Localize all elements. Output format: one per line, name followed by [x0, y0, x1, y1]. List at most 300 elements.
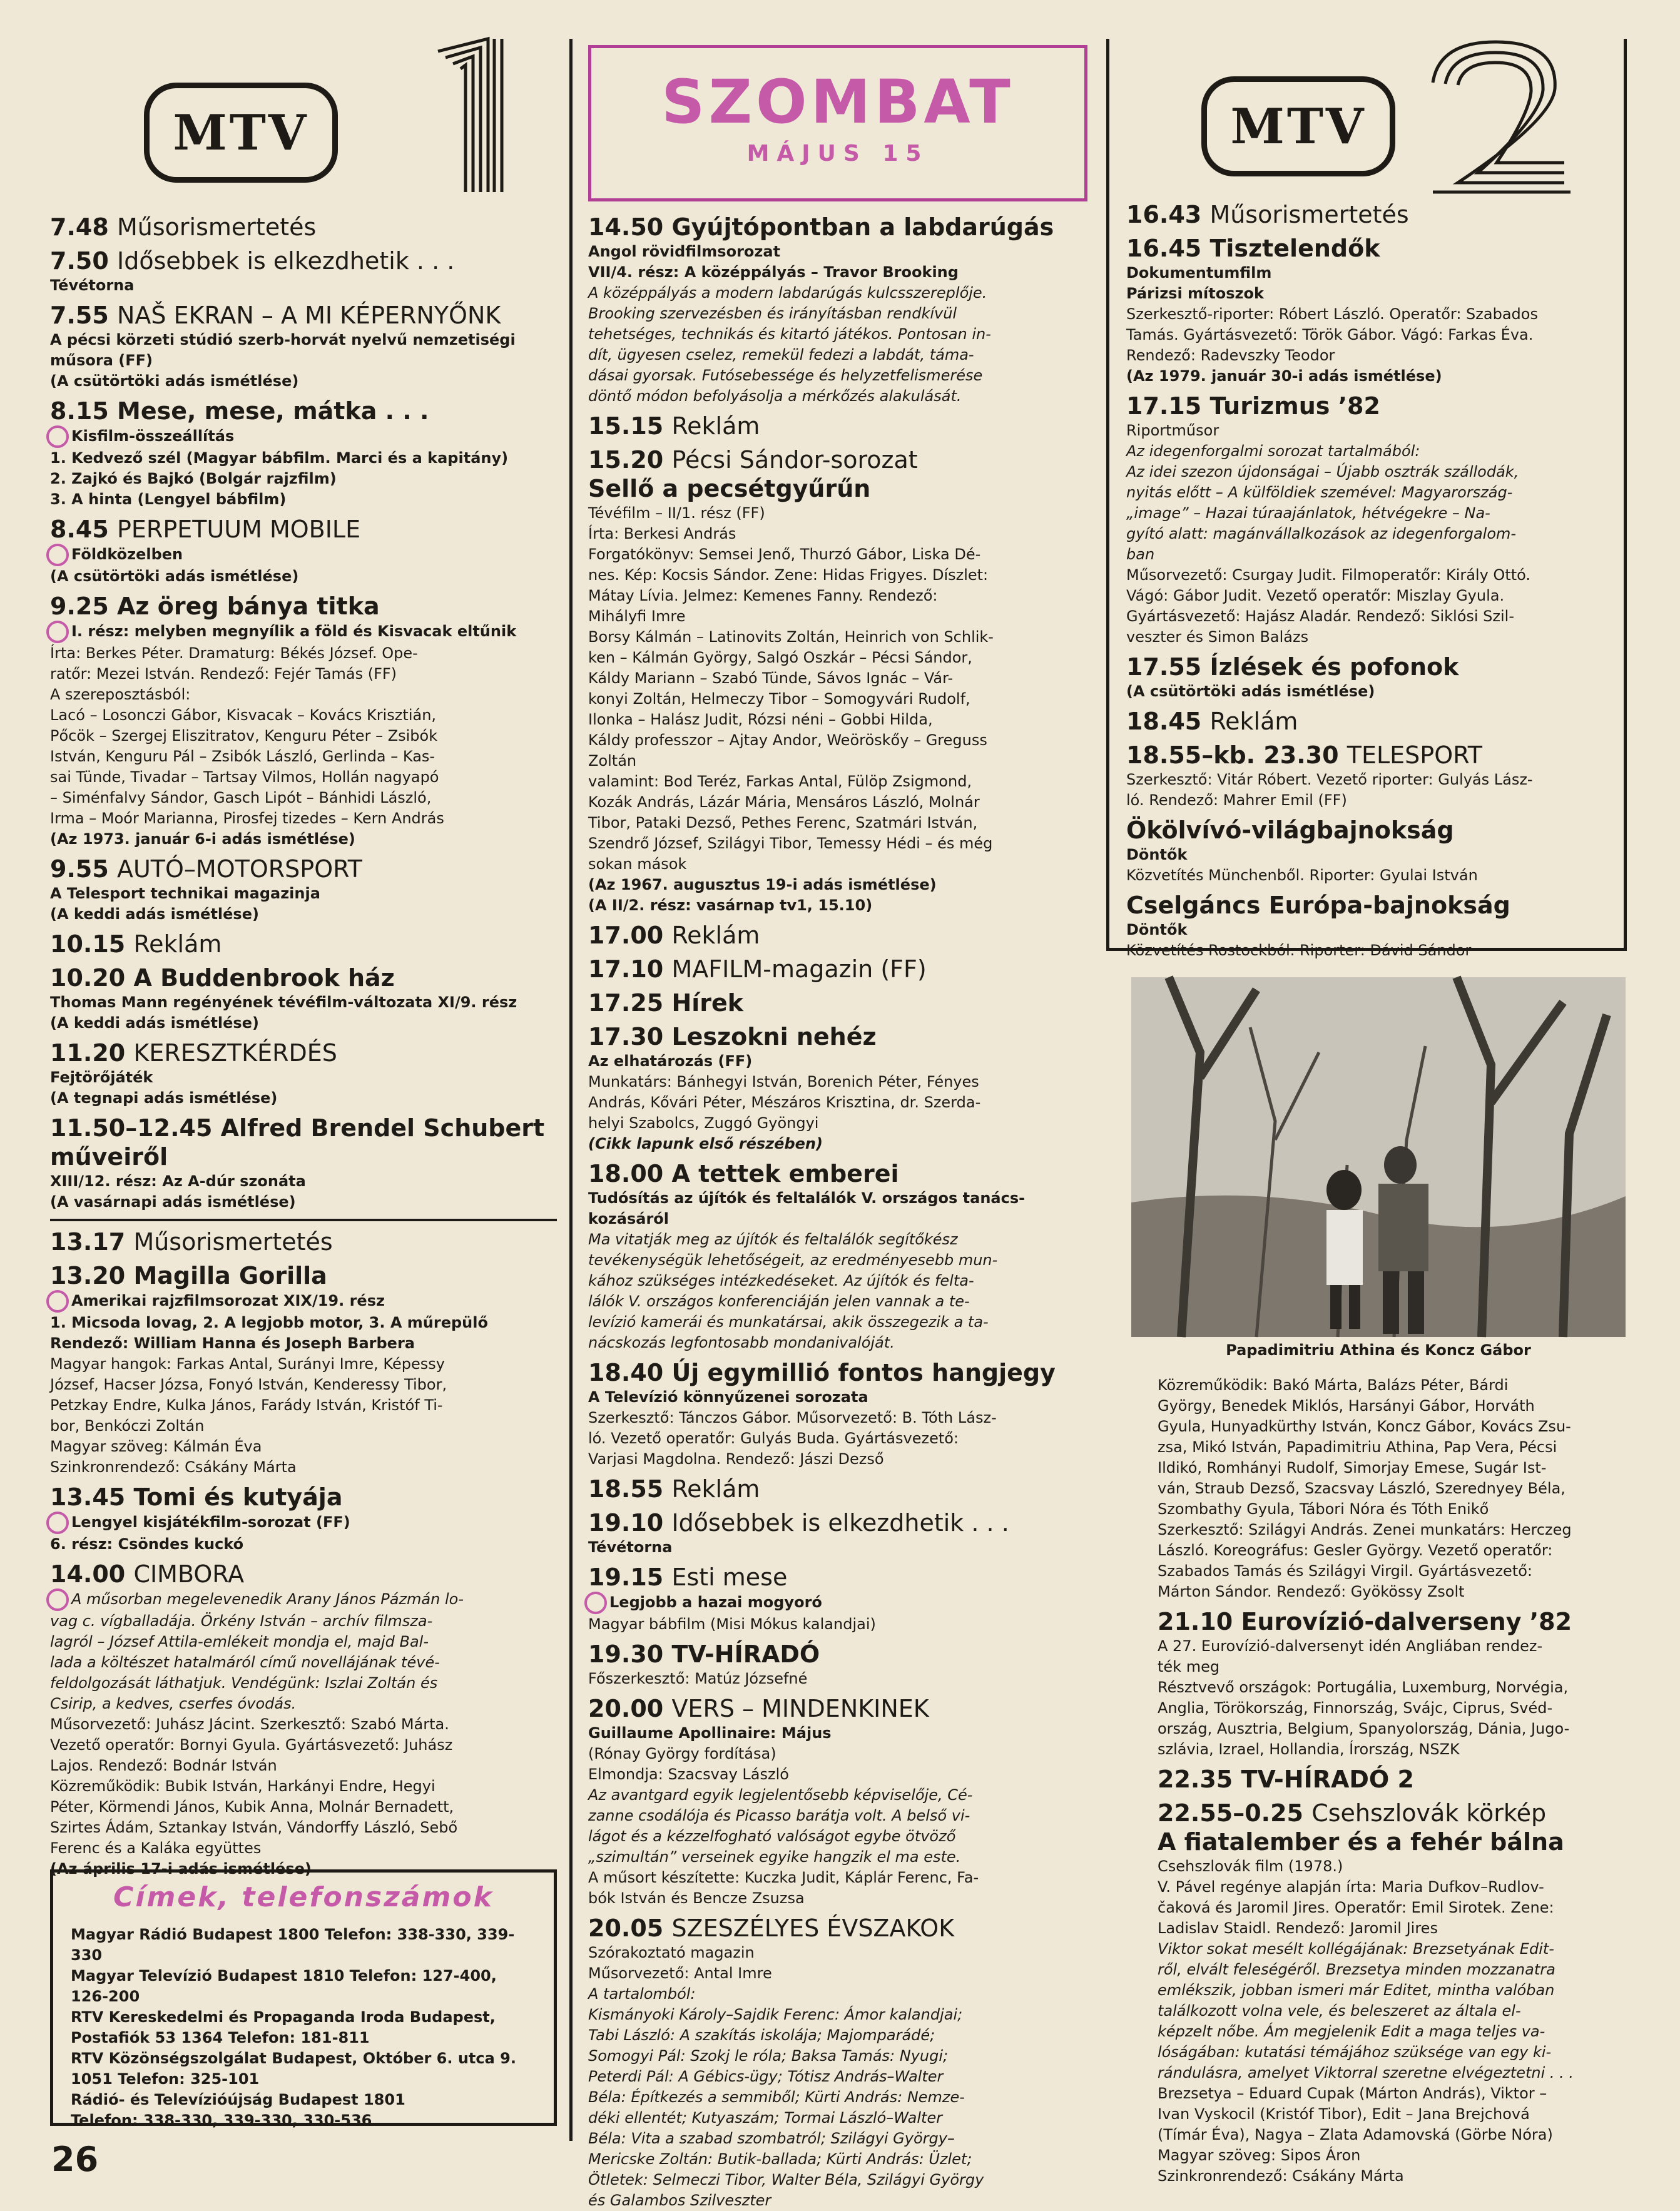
programme-entry: [50, 1261, 557, 1478]
detail-text: Párizsi mítoszok: [1126, 285, 1264, 302]
programme-detail-line: [50, 371, 557, 392]
detail-text: Kozák András, Lázár Mária, Mensáros László, Molnár: [588, 793, 980, 811]
detail-text: Szinkronrendező: Csákány Márta: [50, 1458, 297, 1476]
programme-title: [588, 412, 1095, 440]
programme-detail-line: [588, 586, 1095, 606]
detail-text: Vezető operatőr: Bornyi Gyula. Gyártásvezető: Juhász: [50, 1736, 453, 1754]
detail-text: Mátay Lívia. Jelmez: Kemenes Fanny. Rendező:: [588, 587, 938, 604]
programme-detail-line: [1126, 544, 1633, 565]
detail-text: A Televízió könnyűzenei sorozata: [588, 1388, 868, 1406]
column-mtv1: [50, 39, 557, 1879]
programme-name: A tettek emberei: [671, 1160, 899, 1187]
detail-text: Irma – Moór Marianna, Pirosfej tizedes – Kern András: [50, 810, 444, 827]
day-name: SZOMBAT: [661, 67, 1014, 137]
programme-entry: [1126, 234, 1633, 387]
programme-detail-line: [1158, 1478, 1627, 1499]
detail-text: Mericske Zoltán: Butik-ballada; Kürti András: Üzlet;: [588, 2150, 972, 2168]
programme-detail-line: [588, 1092, 1095, 1113]
channel-2-numeral: [1420, 39, 1577, 195]
programme-time: 8.15: [50, 397, 109, 425]
programme-name: TELESPORT: [1347, 741, 1482, 769]
programme-entry: [1126, 653, 1633, 702]
programme-detail-line: [588, 1806, 1095, 1826]
color-broadcast-marker-icon: [46, 621, 69, 643]
programme-entry: [588, 1563, 1095, 1635]
programme-name: Csehszlovák körkép: [1311, 1799, 1547, 1827]
programme-entry: [50, 213, 557, 241]
programme-entry: [50, 963, 557, 1034]
programme-detail-line: [1126, 263, 1633, 283]
detail-text: Műsorvezető: Antal Imre: [588, 1964, 772, 1982]
programme-entry: [50, 1227, 557, 1256]
programme-name: SZESZÉLYES ÉVSZAKOK: [671, 1914, 955, 1942]
programme-name: TV-HÍRADÓ: [671, 1640, 820, 1668]
programme-detail-line: [50, 1333, 557, 1354]
detail-text: Lengyel kisjátékfilm-sorozat (FF): [71, 1513, 350, 1531]
programme-time: 20.00: [588, 1695, 664, 1722]
programme-detail-line: [50, 1673, 557, 1694]
programme-detail-line: [50, 992, 557, 1013]
detail-text: Döntők: [1126, 846, 1188, 863]
detail-text: I. rész: melyben megnyílik a föld és Kisvacak eltűnik: [71, 623, 517, 640]
programme-detail-line: [50, 643, 557, 664]
detail-text: nácskozás legfontosabb mondanivalóját.: [588, 1334, 895, 1351]
detail-text: levízió kamerái és munkatársai, akik összegezik a ta-: [588, 1313, 989, 1331]
programme-detail-line: [1158, 2042, 1627, 2063]
programme-time: 19.10: [588, 1509, 664, 1537]
detail-text: Az avantgard egyik legjelentősebb képviselője, Cé-: [588, 1786, 973, 1804]
programme-detail-line: [1158, 2145, 1627, 2166]
programme-detail-line: [1126, 325, 1633, 345]
detail-text: emlékszik, jobban ismeri már Editet, mintha valóban: [1158, 1981, 1555, 1999]
column-mtv2: [1126, 39, 1633, 961]
programme-time: 21.10: [1158, 1608, 1233, 1635]
color-broadcast-marker-icon: [46, 544, 69, 566]
programme-title: [588, 1022, 1095, 1051]
sport-event-title: Ökölvívó-világbajnokság: [1126, 816, 1454, 844]
detail-text: Káldy professzor – Ajtay Andor, Weöröskőy – Greguss: [588, 731, 987, 749]
mtv1-programme-list: [50, 213, 557, 1879]
programme-name: Leszokni nehéz: [671, 1023, 877, 1050]
programme-detail-line: [588, 1723, 1095, 1744]
programme-time: 17.15: [1126, 392, 1202, 420]
programme-time: 17.10: [588, 955, 664, 983]
programme-detail-line: [588, 1333, 1095, 1353]
programme-detail-line: [50, 726, 557, 746]
programme-detail-line: [588, 668, 1095, 689]
detail-text: Írta: Berkes Péter. Dramaturg: Békés József. Ope-: [50, 644, 418, 662]
programme-detail-line: [50, 566, 557, 587]
programme-detail-line: [588, 1764, 1095, 1785]
detail-text: kához szükséges intézkedéseket. Az újítók és felta-: [588, 1272, 974, 1289]
programme-detail-line: [50, 1171, 557, 1192]
programme-time: 10.20: [50, 964, 126, 992]
contact-line: Magyar Rádió Budapest 1800 Telefon: 338-330, 339-330: [71, 1926, 515, 1964]
programme-name: NAŠ EKRAN – A MI KÉPERNYŐNK: [117, 302, 501, 329]
programme-name: CIMBORA: [133, 1560, 245, 1588]
detail-text: helyi Szabolcs, Zuggó Gyöngyi: [588, 1114, 819, 1132]
programme-detail-line: [588, 1312, 1095, 1333]
detail-text: Gyula, Hunyadkürthy István, Koncz Gábor, Kovács Zsu-: [1158, 1418, 1571, 1435]
programme-detail-line: [588, 1051, 1095, 1072]
detail-text: Közvetítés Münchenből. Riporter: Gyulai István: [1126, 867, 1478, 884]
programme-name: Esti mese: [671, 1563, 788, 1591]
detail-text: Az idei szezon újdonságai – Újabb osztrák szállodák,: [1126, 463, 1519, 480]
detail-text: műsora (FF): [50, 352, 153, 369]
detail-text: József, Hacser Józsa, Fonyó István, Kenderessy Tibor,: [50, 1376, 447, 1393]
programme-detail-line: [1158, 1396, 1627, 1416]
programme-time: 11.50–12.45: [50, 1114, 213, 1142]
date-text: MÁJUS 15: [746, 141, 929, 166]
programme-detail-line: [1158, 1980, 1627, 2001]
programme-detail-line: [50, 621, 557, 643]
programme-title: [1126, 392, 1633, 420]
detail-text: Résztvevő országok: Portugália, Luxemburg, Norvégia,: [1158, 1679, 1569, 1696]
programme-name: KERESZTKÉRDÉS: [133, 1039, 337, 1067]
programme-detail-line: [50, 469, 557, 489]
detail-text: 1. Micsoda lovag, 2. A legjobb motor, 3. A műrepülő: [50, 1314, 488, 1331]
programme-time: 11.20: [50, 1039, 126, 1067]
programme-detail-line: [1158, 1877, 1627, 1898]
programme-detail-line: [588, 854, 1095, 875]
programme-detail-line: [50, 1776, 557, 1797]
programme-title: [50, 1560, 557, 1588]
programme-time: 17.25: [588, 989, 664, 1017]
programme-entry: [588, 1358, 1095, 1470]
programme-detail-line: [588, 1868, 1095, 1888]
detail-text: ratőr: Mezei István. Rendező: Fejér Tamás (FF): [50, 665, 397, 683]
detail-text: (A tegnapi adás ismétlése): [50, 1089, 278, 1107]
detail-text: Szórakoztató magazin: [588, 1944, 755, 1961]
programme-detail-line: [1126, 441, 1633, 462]
detail-text: Szombathy Gyula, Tábori Nóra és Tóth Enikő: [1158, 1500, 1489, 1518]
mtv2-programme-list: [1126, 200, 1633, 961]
detail-text: képzelt nőbe. Ám megjelenik Edit a maga teljes va-: [1158, 2023, 1545, 2040]
programme-detail-line: [1158, 1636, 1627, 1657]
programme-time: 13.45: [50, 1483, 126, 1511]
contact-line: Magyar Televízió Budapest 1810 Telefon: 127-400,: [71, 1967, 497, 1985]
programme-detail-line: [1126, 845, 1633, 865]
mtv1-logo-text: MTV: [144, 83, 338, 183]
programme-title: [50, 1114, 557, 1142]
detail-text: A középpályás a modern labdarúgás kulcsszereplője.: [588, 284, 987, 302]
programme-title: [50, 855, 557, 883]
programme-detail-line: [588, 1592, 1095, 1614]
programme-detail-line: [588, 1229, 1095, 1250]
detail-text: (Tímár Éva), Nagya – Zlata Adamovská (Görbe Nóra): [1158, 2126, 1553, 2143]
detail-text: dásai gyorsak. Futósebessége és helyzetfelismerése: [588, 367, 983, 384]
detail-text: Zoltán: [588, 752, 637, 770]
detail-text: (Rónay György fordítása): [588, 1745, 776, 1762]
programme-title: [588, 445, 1095, 474]
detail-text: „szimultán” verseinek egyike hangzik el ma este.: [588, 1848, 961, 1866]
programme-detail-line: [1158, 1499, 1627, 1520]
detail-text: VII/4. rész: A középpályás – Travor Brooking: [588, 263, 959, 281]
programme-detail-line: [588, 1428, 1095, 1449]
programme-time: 9.55: [50, 855, 109, 883]
detail-text: Dokumentumfilm: [1126, 264, 1272, 282]
programme-detail-line: [1158, 1582, 1627, 1602]
programme-detail-line: [50, 1395, 557, 1416]
programme-entry: [1126, 741, 1633, 811]
detail-text: „image” – Hazai túraajánlatok, hétvégekre – Na-: [1126, 504, 1490, 522]
detail-text: Tamás. Gyártásvezető: Török Gábor. Vágó: Farkas Éva.: [1126, 326, 1534, 343]
programme-entry: [1126, 707, 1633, 736]
programme-time: 18.55: [588, 1475, 664, 1503]
programme-detail-line: [1158, 2125, 1627, 2145]
programme-detail-line: [50, 705, 557, 726]
programme-time: 7.48: [50, 213, 109, 241]
detail-text: Tévétorna: [50, 277, 135, 294]
programme-title: [1158, 1607, 1627, 1636]
programme-detail-line: [50, 1436, 557, 1457]
programme-entry: [50, 247, 557, 296]
programme-time: 16.43: [1126, 201, 1202, 228]
detail-text: Lajos. Rendező: Bodnár István: [50, 1757, 277, 1774]
programme-name: VERS – MINDENKINEK: [671, 1695, 929, 1722]
detail-text: Varjasi Magdolna. Rendező: Jászi Dezső: [588, 1450, 884, 1468]
programme-detail-line: [1126, 366, 1633, 387]
programme-name: Ízlések és pofonok: [1209, 653, 1459, 681]
detail-text: döntő módon befolyásolja a mérkőzés alakulását.: [588, 387, 962, 405]
programme-name: AUTÓ–MOTORSPORT: [117, 855, 362, 883]
detail-text: Viktor sokat mesélt kollégájának: Brezsetyának Edit-: [1158, 1940, 1554, 1958]
programme-detail-line: [1158, 2166, 1627, 2187]
detail-text: ván, Straub Dezső, Szacsvay László, Szerednyey Béla,: [1158, 1480, 1565, 1497]
detail-text: ló. Rendező: Mahrer Emil (FF): [1126, 791, 1347, 809]
programme-detail-line: [50, 1632, 557, 1652]
detail-text: 3. A hinta (Lengyel bábfilm): [50, 490, 287, 508]
programme-detail-line: [50, 788, 557, 808]
contact-line: Rádió- és Televízióújság Budapest 1801: [71, 2091, 405, 2108]
detail-text: Szerkesztő: Tánczos Gábor. Műsorvezető: B. Tóth Lász-: [588, 1409, 997, 1426]
programme-detail-line: [50, 1735, 557, 1756]
detail-text: (A keddi adás ismétlése): [50, 1014, 259, 1032]
detail-text: Magyar szöveg: Kálmán Éva: [50, 1438, 262, 1455]
detail-text: vag c. vígballadája. Örkény István – archív filmsza-: [50, 1612, 433, 1630]
programme-entry: [50, 1560, 557, 1879]
programme-detail-line: [1158, 1561, 1627, 1582]
programme-time: 15.20: [588, 446, 664, 474]
programme-detail-line: [588, 565, 1095, 586]
detail-text: A műsorban megelevenedik Arany János Pázmán lo-: [71, 1590, 464, 1608]
programme-detail-line: [50, 746, 557, 767]
detail-text: szlávia, Izrael, Hollandia, Írország, NSZK: [1158, 1741, 1460, 1758]
detail-text: Peterdi Pál: A Gébics-ügy; Tótisz András–Walter: [588, 2068, 944, 2085]
programme-entry: [50, 855, 557, 925]
programme-name: Hírek: [671, 989, 744, 1017]
programme-title: [588, 1475, 1095, 1503]
detail-text: (Az 1973. január 6-i adás ismétlése): [50, 830, 355, 848]
programme-name: Idősebbek is elkezdhetik . . .: [671, 1509, 1009, 1537]
programme-detail-line: [50, 1192, 557, 1212]
detail-text: Döntők: [1126, 921, 1188, 938]
detail-text: ló. Vezető operatőr: Gulyás Buda. Gyártásvezető:: [588, 1430, 959, 1447]
detail-text: Thomas Mann regényének tévéfilm-változata XI/9. rész: [50, 994, 517, 1011]
programme-detail-line: [588, 751, 1095, 771]
programme-entry: [1126, 816, 1633, 886]
programme-time: 18.00: [588, 1160, 664, 1187]
programme-detail-line: [588, 2005, 1095, 2025]
programme-title: [50, 397, 557, 425]
detail-text: Kisfilm-összeállítás: [71, 427, 235, 445]
programme-title: [1126, 653, 1633, 681]
programme-detail-line: [1158, 1657, 1627, 1677]
programme-title: [50, 515, 557, 544]
programme-detail-line: [1158, 2021, 1627, 2042]
programme-entry: [50, 930, 557, 958]
detail-text: Ilonka – Halász Judit, Rózsi néni – Gobbi Hilda,: [588, 711, 933, 728]
programme-detail-line: [50, 544, 557, 566]
color-broadcast-marker-icon: [46, 425, 69, 448]
programme-detail-line: [588, 1072, 1095, 1092]
programme-detail-line: [1158, 1719, 1627, 1739]
programme-detail-line: [50, 489, 557, 510]
programme-detail-line: [588, 875, 1095, 895]
contact-line: Telefon: 338-330, 339-330, 330-536: [71, 2112, 372, 2129]
programme-detail-line: [50, 330, 557, 350]
detail-text: Írta: Berkesi András: [588, 525, 736, 542]
programme-detail-line: [1126, 586, 1633, 606]
detail-text: gyító alatt: magánvállalkozások az idegenforgalom-: [1126, 525, 1517, 542]
programme-entry: [588, 955, 1095, 984]
page-number: 26: [51, 2140, 99, 2179]
programme-detail-line: [1158, 1677, 1627, 1698]
programme-detail-line: [588, 2108, 1095, 2128]
detail-text: Márton Sándor. Rendező: Gyökössy Zsolt: [1158, 1583, 1465, 1600]
detail-text: Gyártásvezető: Hajász Aladár. Rendező: Siklósi Szil-: [1126, 607, 1515, 625]
programme-subtitle: műveiről: [50, 1143, 168, 1171]
programme-detail-line: [1126, 565, 1633, 586]
detail-text: tehetséges, technikás és kitartó játékos. Pontosan in-: [588, 325, 991, 343]
programme-name: A Buddenbrook ház: [133, 964, 395, 992]
programme-detail-line: [588, 1669, 1095, 1689]
programme-detail-line: [588, 833, 1095, 854]
detail-text: Anglia, Törökország, Finnország, Svájc, Ciprus, Svéd-: [1158, 1699, 1553, 1717]
programme-detail-line: [1126, 462, 1633, 482]
detail-text: Ivan Vyskocil (Kristóf Tibor), Edit – Jana Brejchová: [1158, 2105, 1530, 2123]
programme-detail-line: [50, 684, 557, 705]
programme-title: [1158, 1765, 1627, 1794]
detail-text: rándulásra, amelyet Viktorral szeretne elvégeztetni . . .: [1158, 2064, 1574, 2081]
detail-text: Tévétorna: [588, 1538, 673, 1556]
detail-text: 2. Zajkó és Bajkó (Bolgár rajzfilm): [50, 470, 337, 487]
programme-detail-line: [588, 1826, 1095, 1847]
detail-text: sai Tünde, Tivadar – Tartsay Vilmos, Hollán nagyapó: [50, 768, 439, 786]
programme-detail-line: [588, 1963, 1095, 1984]
programme-detail-line: [50, 883, 557, 904]
detail-text: Béla: Vita a szabad szombatról; Szilágyi György–: [588, 2130, 955, 2147]
programme-detail-line: [588, 813, 1095, 833]
detail-text: (A csütörtöki adás ismétlése): [1126, 683, 1375, 700]
programme-entry: [588, 213, 1095, 407]
detail-text: zsa, Mikó István, Papadimitriu Athina, Pap Vera, Pécsi: [1158, 1438, 1557, 1456]
programme-detail-line: [1126, 920, 1633, 940]
color-broadcast-marker-icon: [46, 1512, 69, 1534]
programme-detail-line: [588, 1188, 1095, 1209]
detail-text: 6. rész: Csöndes kuckó: [50, 1535, 244, 1553]
detail-text: Tudósítás az újítók és feltalálók V. országos tanács-: [588, 1189, 1026, 1207]
programme-detail-line: [50, 1313, 557, 1333]
programme-time: 22.55–0.25: [1158, 1799, 1303, 1827]
detail-text: Béla: Építkezés a semmiből; Kürti András: Nemze-: [588, 2088, 965, 2106]
programme-detail-line: [1158, 1375, 1627, 1396]
programme-detail-line: [1158, 1959, 1627, 1980]
programme-name: Műsorismertetés: [1209, 201, 1409, 228]
programme-title: [50, 592, 557, 621]
programme-detail-line: [588, 1387, 1095, 1408]
programme-entry: [1158, 1375, 1627, 1602]
detail-text: Magyar bábfilm (Misi Mókus kalandjai): [588, 1615, 876, 1633]
detail-text: találkozott volna vele, és beleszeret az általa el-: [1158, 2002, 1521, 2020]
programme-detail-line: [1158, 1520, 1627, 1540]
detail-text: dít, ügyesen cselez, remekül fedezi a labdát, táma-: [588, 346, 974, 363]
programme-detail-line: [1158, 1739, 1627, 1760]
detail-text: Ma vitatják meg az újítók és feltalálók segítőkész: [588, 1231, 958, 1248]
photo-caption: Papadimitriu Athina és Koncz Gábor: [1226, 1341, 1531, 1359]
programme-title: [1126, 234, 1633, 263]
programme-time: 13.17: [50, 1228, 126, 1256]
programme-entry: [588, 1475, 1095, 1503]
programme-time: 7.55: [50, 302, 109, 329]
programme-subtitle: Sellő a pecsétgyűrűn: [588, 475, 871, 502]
programme-entry: [1126, 200, 1633, 229]
detail-text: Szerkesztő: Vitár Róbert. Vezető riporter: Gulyás Lász-: [1126, 771, 1533, 788]
programme-name: TV-HÍRADÓ 2: [1241, 1766, 1414, 1793]
detail-text: Földközelben: [71, 546, 183, 563]
programme-time: 7.50: [50, 247, 109, 275]
programme-detail-line: [50, 767, 557, 788]
contact-lines: [71, 1924, 536, 2131]
programme-time: 22.35: [1158, 1766, 1233, 1793]
detail-text: tevékenységük lehetőségeit, az eredményesebb mun-: [588, 1251, 998, 1269]
programme-entry: [1126, 392, 1633, 648]
programme-detail-line: [1158, 2083, 1627, 2104]
programme-entry: [50, 301, 557, 392]
programme-detail-line: [50, 1838, 557, 1859]
detail-text: Tibor, Pataki Dezső, Pethes Ferenc, Szatmári István,: [588, 814, 978, 831]
detail-text: A tartalomból:: [588, 1985, 696, 2003]
programme-title: [588, 1508, 1095, 1537]
programme-detail-line: [588, 2190, 1095, 2211]
programme-detail-line: [588, 2128, 1095, 2149]
programme-detail-line: [50, 1714, 557, 1735]
detail-text: Káldy Mariann – Szabó Tünde, Sávos Ignác – Vár-: [588, 669, 954, 687]
programme-subtitle: A fiatalember és a fehér bálna: [1158, 1828, 1564, 1856]
detail-text: Guillaume Apollinaire: Május: [588, 1724, 832, 1742]
detail-text: András, Kővári Péter, Mészáros Krisztina, dr. Szerda-: [588, 1094, 981, 1111]
programme-detail-line: [50, 1088, 557, 1109]
programme-title: [588, 1694, 1095, 1723]
programme-detail-line: [588, 2066, 1095, 2087]
programme-detail-line: [50, 1512, 557, 1534]
programme-title: [50, 247, 557, 275]
programme-title: [1126, 200, 1633, 229]
programme-time: 8.45: [50, 516, 109, 543]
programme-name: PERPETUUM MOBILE: [117, 516, 361, 543]
programme-time: 17.30: [588, 1023, 664, 1050]
programme-detail-line: [588, 303, 1095, 324]
programme-name: Műsorismertetés: [117, 213, 317, 241]
programme-detail-line: [50, 1067, 557, 1088]
detail-text: Rendező: William Hanna és Joseph Barbera: [50, 1334, 415, 1352]
programme-detail-line: [50, 1457, 557, 1478]
detail-text: Szerkesztő: Szilágyi András. Zenei munkatárs: Herczeg: [1158, 1521, 1572, 1538]
contact-line: 1051 Telefon: 325-101: [71, 2070, 260, 2088]
detail-text: (Az 1979. január 30-i adás ismétlése): [1126, 367, 1442, 385]
detail-text: A Telesport technikai magazinja: [50, 885, 320, 902]
programme-title: [50, 301, 557, 330]
